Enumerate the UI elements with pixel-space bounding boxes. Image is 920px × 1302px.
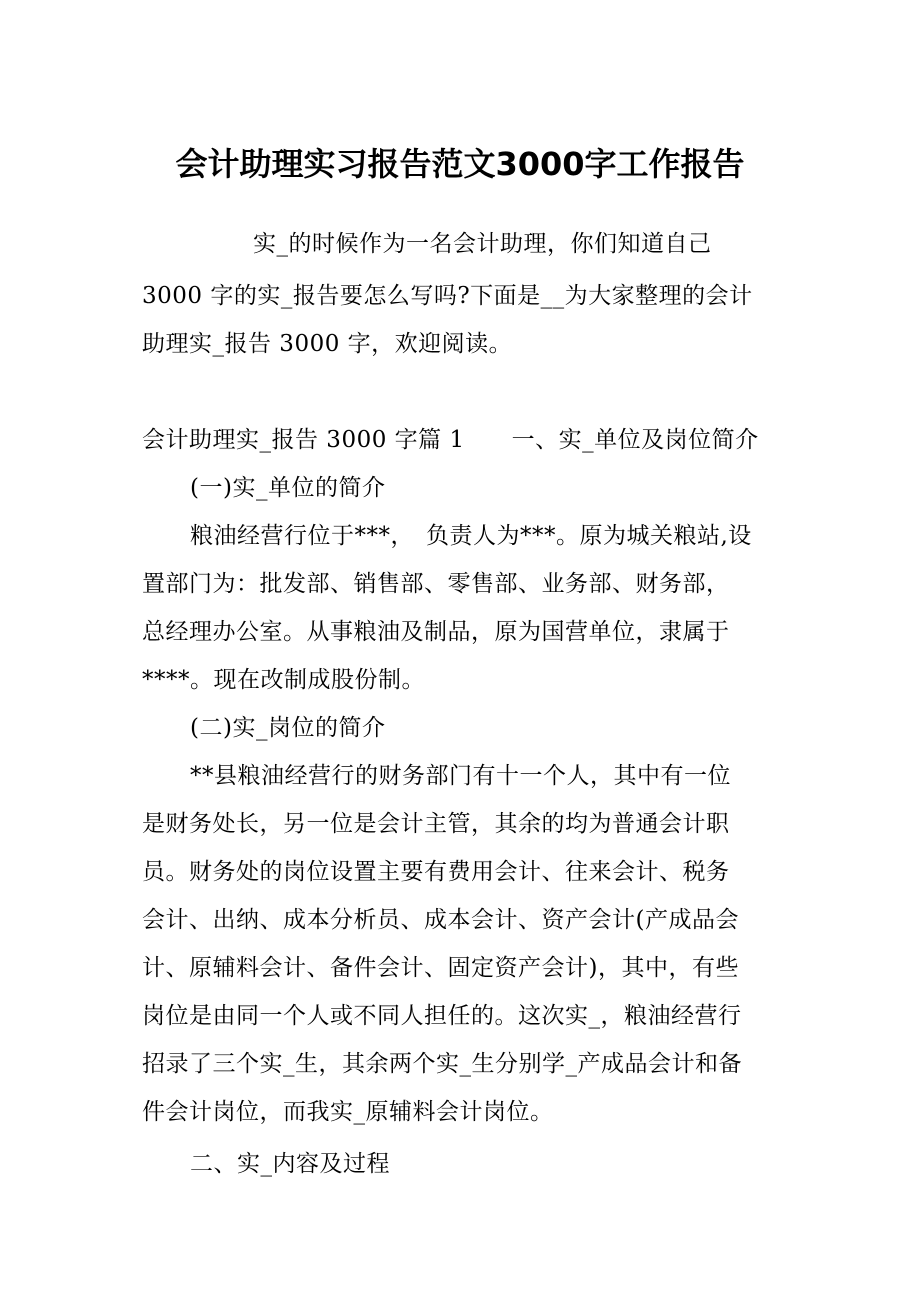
paragraph-line: 计、原辅料会计、备件会计、固定资产会计)，其中，有些 xyxy=(142,955,739,981)
subsection-heading: (一)实_单位的简介 xyxy=(190,475,386,501)
paragraph-line: 招录了三个实_生，其余两个实_生分别学_产成品会计和备 xyxy=(142,1051,742,1077)
section-heading-line: 会计助理实_报告 3000 字篇 1 一、实_单位及岗位简介 xyxy=(142,427,759,453)
paragraph-line: 助理实_报告 3000 字，欢迎阅读。 xyxy=(142,331,513,357)
paragraph-line: 岗位是由同一个人或不同人担任的。这次实_，粮油经营行 xyxy=(142,1003,742,1029)
paragraph-line: 件会计岗位，而我实_原辅料会计岗位。 xyxy=(142,1099,554,1125)
paragraph-line: 粮油经营行位于***， 负责人为***。原为城关粮站,设 xyxy=(190,523,752,549)
paragraph-line: ****。现在改制成股份制。 xyxy=(142,667,425,693)
paragraph-line: 置部门为：批发部、销售部、零售部、业务部、财务部， xyxy=(142,571,730,597)
paragraph-line: **县粮油经营行的财务部门有十一个人，其中有一位 xyxy=(190,763,731,789)
paragraph-line: 员。财务处的岗位设置主要有费用会计、往来会计、税务 xyxy=(142,859,730,885)
paragraph-line: 3000 字的实_报告要怎么写吗?下面是__为大家整理的会计 xyxy=(142,283,753,309)
document-title: 会计助理实习报告范文3000字工作报告 xyxy=(175,145,745,183)
paragraph-line: 是财务处长，另一位是会计主管，其余的均为普通会计职 xyxy=(142,811,730,837)
section-heading: 二、实_内容及过程 xyxy=(190,1151,390,1177)
paragraph-line: 总经理办公室。从事粮油及制品，原为国营单位，隶属于 xyxy=(142,619,730,645)
paragraph-line: 会计、出纳、成本分析员、成本会计、资产会计(产成品会 xyxy=(142,907,739,933)
subsection-heading: (二)实_岗位的简介 xyxy=(190,715,386,741)
paragraph-line: 实_的时候作为一名会计助理，你们知道自己 xyxy=(253,231,712,257)
